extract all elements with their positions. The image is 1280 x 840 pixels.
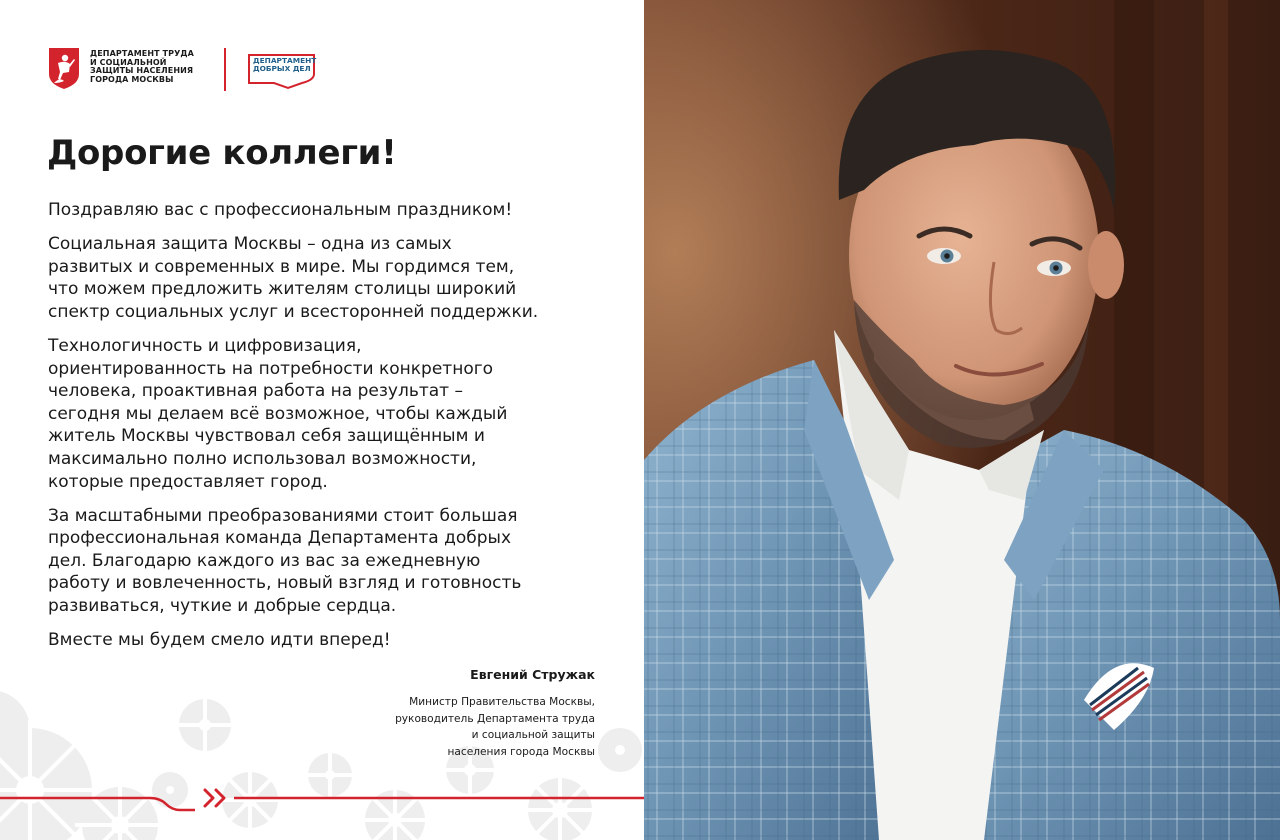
letter-headline: Дорогие коллеги! xyxy=(47,133,397,173)
double-chevron-icon xyxy=(205,790,224,806)
text-line: сегодня мы делаем всё возможное, чтобы каждый xyxy=(48,403,508,424)
paragraph xyxy=(48,233,608,323)
letter-body xyxy=(48,199,608,663)
signer-title-line: Министр Правительства Москвы, xyxy=(409,696,595,708)
text-line: ориентированность на потребности конкретного xyxy=(48,358,494,379)
portrait-photo xyxy=(644,0,1280,840)
text-line: работу и вовлеченность, новый взгляд и готовность xyxy=(48,573,522,594)
signer-title-line: населения города Москвы xyxy=(447,746,595,759)
text-line: Поздравляю вас с профессиональным праздником! xyxy=(48,200,513,220)
moscow-coat-of-arms-icon xyxy=(48,47,80,90)
text-line: спектр социальных услуг и всесторонней поддержки. xyxy=(48,301,539,322)
text-line: житель Москвы чувствовал себя защищённым и xyxy=(48,426,485,447)
red-accent-line xyxy=(0,770,644,830)
signer-title-line: и социальной защиты xyxy=(471,729,595,742)
text-line: человека, проактивная работа на результат – xyxy=(48,381,463,402)
paragraph xyxy=(48,505,608,618)
logo-divider xyxy=(224,48,226,91)
text-line: профессиональная команда Департамента добрых xyxy=(48,528,512,549)
paragraph xyxy=(48,199,608,222)
text-line: дел. Благодарю каждого из вас за ежедневную xyxy=(48,550,481,571)
text-line: Вместе мы будем смело идти вперед! xyxy=(48,630,391,651)
text-line: которые предоставляет город. xyxy=(48,471,328,492)
portrait-illustration xyxy=(644,0,1280,840)
paragraph xyxy=(48,335,608,493)
signer-title xyxy=(395,694,595,761)
dept-labor-line: И СОЦИАЛЬНОЙ xyxy=(90,57,167,67)
dept-good-line: ДОБРЫХ ДЕЛ xyxy=(253,64,311,74)
dept-labor-line: ГОРОДА МОСКВЫ xyxy=(90,74,174,84)
text-line: За масштабными преобразованиями стоит большая xyxy=(48,505,518,526)
dept-labor-line: ДЕПАРТАМЕНТ ТРУДА xyxy=(90,49,194,58)
text-line: что можем предложить жителям столицы широкий xyxy=(48,279,517,300)
text-line: развитых и современных в мире. Мы гордимся тем, xyxy=(48,256,515,277)
text-line: Социальная защита Москвы – одна из самых xyxy=(48,234,452,255)
signature-block xyxy=(395,667,595,761)
signer-name: Евгений Стружак xyxy=(470,667,595,682)
text-line: Технологичность и цифровизация, xyxy=(48,335,362,356)
dept-labor-name xyxy=(90,50,230,84)
dept-good-deeds-name xyxy=(253,57,333,74)
signer-title-line: руководитель Департамента труда xyxy=(395,712,595,725)
text-line: развиваться, чуткие и добрые сердца. xyxy=(48,596,397,616)
text-line: максимально полно использовал возможности, xyxy=(48,448,477,469)
dept-labor-line: ЗАЩИТЫ НАСЕЛЕНИЯ xyxy=(90,66,194,76)
dept-good-line: ДЕПАРТАМЕНТ xyxy=(253,56,317,65)
